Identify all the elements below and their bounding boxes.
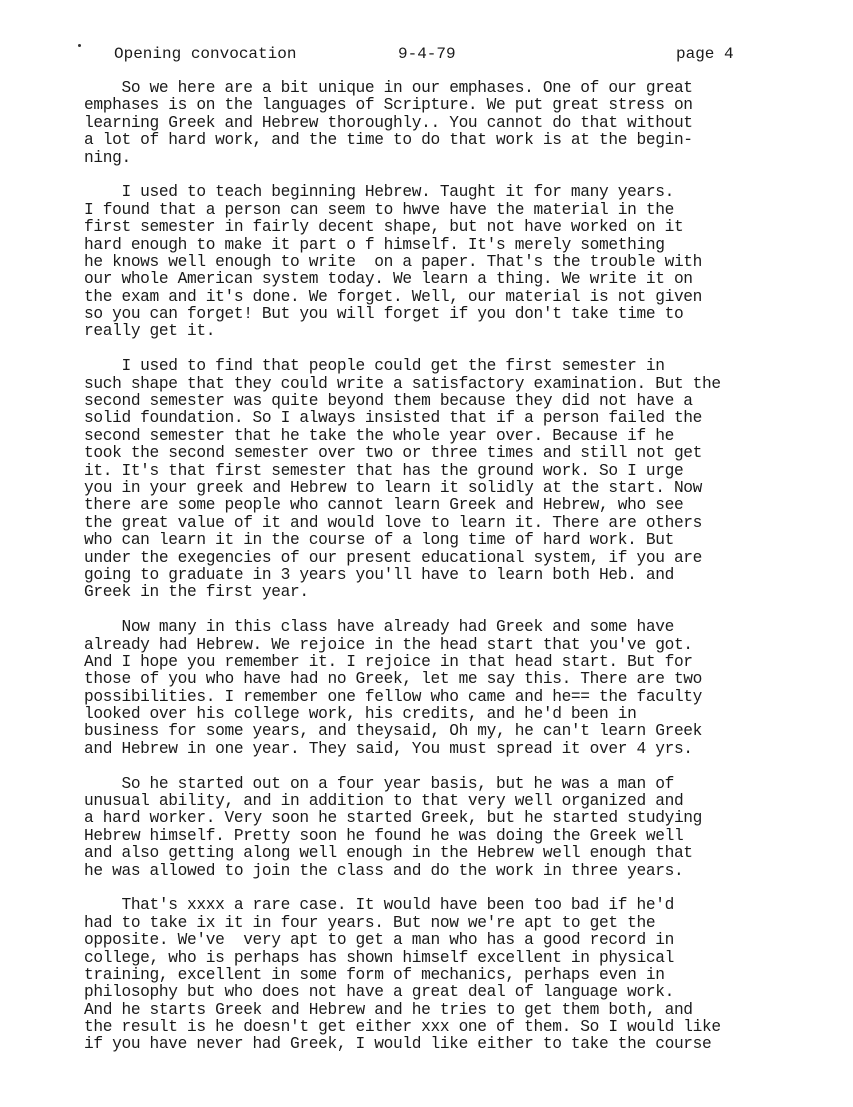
text-line: philosophy but who does not have a great deal of language work. — [84, 983, 674, 1002]
text-line: going to graduate in 3 years you'll have to learn both Heb. and — [84, 565, 674, 584]
text-line: I used to teach beginning Hebrew. Taught it for many years. — [84, 183, 674, 202]
text-line: second semester that he take the whole year over. Because if he — [84, 426, 674, 445]
header-date: 9-4-79 — [398, 45, 456, 63]
text-line: I used to find that people could get the first semester in — [84, 357, 665, 376]
text-line: business for some years, and theysaid, Oh my, he can't learn Greek — [84, 722, 703, 741]
text-line: Hebrew himself. Pretty soon he found he was doing the Greek well — [84, 826, 684, 845]
text-line: who can learn it in the course of a long time of hard work. But — [84, 531, 674, 550]
text-line: under the exegencies of our present educational system, if you are — [84, 548, 703, 567]
text-line: a lot of hard work, and the time to do that work is at the begin- — [84, 131, 693, 150]
text-line: had to take ix it in four years. But now we're apt to get the — [84, 913, 656, 932]
text-line: it. It's that first semester that has the ground work. So I urge — [84, 461, 684, 480]
text-line: ning. — [84, 148, 131, 167]
text-line: he knows well enough to write on a paper. That's the trouble with — [84, 252, 703, 271]
text-line: first semester in fairly decent shape, but not have worked on it — [84, 218, 684, 237]
text-line: And I hope you remember it. I rejoice in that head start. But for — [84, 652, 693, 671]
text-line: already had Hebrew. We rejoice in the head start that you've got. — [84, 635, 693, 654]
text-line: really get it. — [84, 322, 216, 341]
text-line: hard enough to make it part o f himself. It's merely something — [84, 235, 665, 254]
text-line: So we here are a bit unique in our emphases. One of our great — [84, 79, 693, 97]
text-line: unusual ability, and in addition to that very well organized and — [84, 792, 684, 811]
text-line: a hard worker. Very soon he started Greek, but he started studying — [84, 809, 703, 828]
text-line: if you have never had Greek, I would like either to take the course — [84, 1035, 712, 1054]
text-line: so you can forget! But you will forget if you don't take time to — [84, 305, 684, 324]
text-line: you in your greek and Hebrew to learn it solidly at the start. Now — [84, 478, 703, 497]
paragraph — [84, 80, 784, 167]
text-line: emphases is on the languages of Scripture. We put great stress on — [84, 96, 693, 115]
paragraph — [84, 776, 784, 880]
text-line: I found that a person can seem to hwve have the material in the — [84, 200, 674, 219]
document-body — [84, 80, 784, 1071]
text-line: and Hebrew in one year. They said, You must spread it over 4 yrs. — [84, 739, 693, 758]
text-line: the exam and it's done. We forget. Well, our material is not given — [84, 287, 703, 306]
text-line: college, who is perhaps has shown himself excellent in physical — [84, 948, 674, 967]
text-line: training, excellent in some form of mechanics, perhaps even in — [84, 965, 665, 984]
paragraph — [84, 184, 784, 341]
text-line: learning Greek and Hebrew thoroughly.. You cannot do that without — [84, 113, 693, 132]
text-line: And he starts Greek and Hebrew and he tries to get them both, and — [84, 1000, 693, 1019]
text-line: those of you who have had no Greek, let me say this. There are two — [84, 670, 703, 689]
paragraph — [84, 358, 784, 601]
text-line: there are some people who cannot learn Greek and Hebrew, who see — [84, 496, 684, 515]
text-line: Now many in this class have already had Greek and some have — [84, 618, 674, 637]
text-line: the great value of it and would love to learn it. There are others — [84, 513, 703, 532]
text-line: the result is he doesn't get either xxx one of them. So I would like — [84, 1018, 721, 1037]
text-line: second semester was quite beyond them because they did not have a — [84, 392, 693, 411]
text-line: and also getting along well enough in the Hebrew well enough that — [84, 844, 693, 863]
paragraph — [84, 897, 784, 1054]
text-line: opposite. We've very apt to get a man who has a good record in — [84, 931, 674, 950]
header-page-number: page 4 — [676, 45, 734, 63]
text-line: That's xxxx a rare case. It would have been too bad if he'd — [84, 896, 674, 915]
header-title: Opening convocation — [114, 45, 297, 63]
paragraph — [84, 619, 784, 758]
text-line: Greek in the first year. — [84, 583, 309, 602]
text-line: took the second semester over two or three times and still not get — [84, 444, 703, 463]
text-line: solid foundation. So I always insisted that if a person failed the — [84, 409, 703, 428]
text-line: So he started out on a four year basis, but he was a man of — [84, 774, 674, 793]
text-line: our whole American system today. We learn a thing. We write it on — [84, 270, 693, 289]
text-line: looked over his college work, his credits, and he'd been in — [84, 705, 637, 724]
stray-mark — [78, 44, 81, 47]
text-line: such shape that they could write a satisfactory examination. But the — [84, 374, 721, 393]
text-line: possibilities. I remember one fellow who came and he== the faculty — [84, 687, 703, 706]
text-line: he was allowed to join the class and do the work in three years. — [84, 861, 684, 880]
